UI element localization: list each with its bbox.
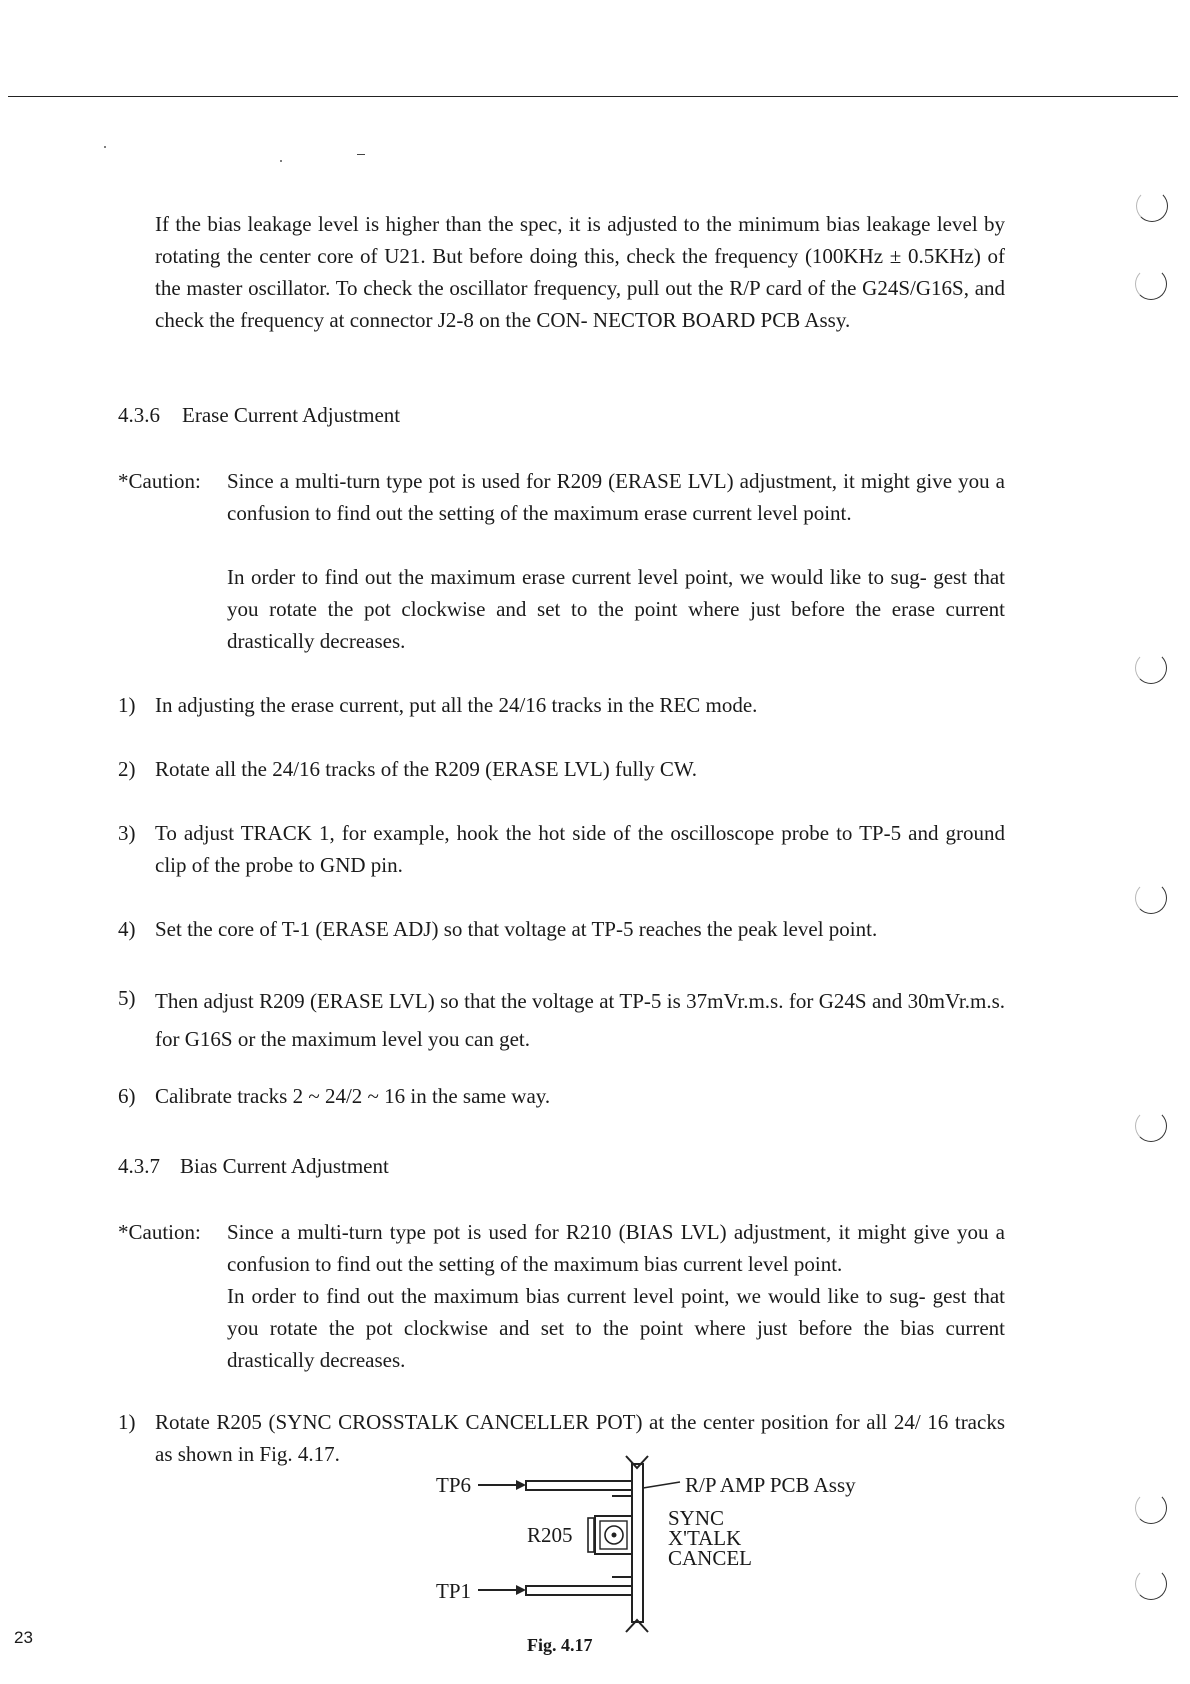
caution-label: *Caution: [118, 469, 201, 493]
page-number: 23 [14, 1628, 33, 1647]
binder-hole-icon [1136, 190, 1168, 222]
tp6-arrowhead [516, 1480, 526, 1490]
step-text: Rotate all the 24/16 tracks of the R209 (ERASE LVL) fully CW. [155, 757, 698, 781]
scan-speck [104, 146, 106, 148]
binder-hole-icon [1135, 882, 1167, 914]
scan-dash [357, 154, 365, 155]
section-heading-4-3-6 [118, 399, 400, 431]
step-text: Calibrate tracks 2 ~ 24/2 ~ 16 in the same way. [155, 1084, 551, 1108]
intro-paragraph: If the bias leakage level is higher than the spec, it is adjusted to the minimum bias leakage level by rotating the center core of U21. But before doing this, check the frequency (100KHz ± 0.5KHz) of the master oscillator. To check the oscillator frequency, pull out the R/P card of the G24S/G16S, and check the frequency at connector J2-8 on the CON- NECTOR BOARD PCB Assy. [155, 212, 1006, 332]
step-text: Then adjust R209 (ERASE LVL) so that the voltage at TP-5 is 37mVr.m.s. for G24S and 30mVr.m.s. for G16S or the maximum level you can get. [155, 989, 1005, 1051]
section-title: Bias Current Adjustment [180, 1154, 389, 1178]
binder-hole-icon [1135, 1110, 1167, 1142]
tp1-label: TP1 [436, 1579, 472, 1603]
step-number: 3) [118, 821, 136, 845]
sync-label: X'TALK [668, 1526, 742, 1550]
step-number: 2) [118, 757, 136, 781]
step-text: Rotate R205 (SYNC CROSSTALK CANCELLER POT) at the center position for all 24/ 16 tracks as shown in Fig. 4.17. [155, 1410, 1005, 1466]
r205-pot-icon [588, 1516, 632, 1554]
section-title: Erase Current Adjustment [182, 403, 401, 427]
sync-label: CANCEL [668, 1546, 752, 1570]
tp1-arrowhead [516, 1585, 526, 1595]
section-number: 4.3.7 [118, 1154, 160, 1178]
step-number: 4) [118, 917, 136, 941]
step-text: To adjust TRACK 1, for example, hook the hot side of the oscilloscope probe to TP-5 and ground clip of the probe to GND pin. [155, 821, 1005, 877]
section-number: 4.3.6 [118, 403, 160, 427]
caution-paragraph: Since a multi-turn type pot is used for R209 (ERASE LVL) adjustment, it might give you a confusion to find out the setting of the maximum erase current level point. [227, 469, 1005, 525]
caution-label: *Caution: [118, 1220, 201, 1244]
tp6-label: TP6 [436, 1473, 472, 1497]
figure-caption: Fig. 4.17 [527, 1635, 593, 1655]
sync-label: SYNC [668, 1506, 725, 1530]
section-heading-4-3-7 [118, 1150, 389, 1182]
tp6-lead [526, 1481, 632, 1490]
binder-hole-icon [1135, 1568, 1167, 1600]
pcb-leader [643, 1482, 680, 1488]
header-rule [8, 96, 1178, 97]
pcb-edge [632, 1464, 643, 1622]
step-number: 1) [118, 1410, 136, 1434]
step-number: 1) [118, 693, 136, 717]
step-text: Set the core of T-1 (ERASE ADJ) so that voltage at TP-5 reaches the peak level point. [155, 917, 878, 941]
tp1-lead [526, 1586, 632, 1595]
r205-label: R205 [527, 1523, 573, 1547]
scan-speck [280, 160, 282, 162]
caution-paragraph: In order to find out the maximum erase current level point, we would like to sug- gest that you rotate the pot clockwise and set to the point where just before the erase current drastically decreases. [227, 565, 1006, 653]
caution-paragraph: In order to find out the maximum bias current level point, we would like to sug- gest that you rotate the pot clockwise and set to the point where just before the bias current drastically decreases. [227, 1284, 1006, 1372]
step-number: 6) [118, 1084, 136, 1108]
step-text: In adjusting the erase current, put all the 24/16 tracks in the REC mode. [155, 693, 758, 717]
step-number: 5) [118, 986, 136, 1010]
binder-hole-icon [1135, 268, 1167, 300]
pcb-label: R/P AMP PCB Assy [685, 1473, 856, 1497]
binder-hole-icon [1135, 652, 1167, 684]
binder-hole-icon [1135, 1492, 1167, 1524]
caution-paragraph: Since a multi-turn type pot is used for R210 (BIAS LVL) adjustment, it might give you a confusion to find out the setting of the maximum bias current level point. [227, 1220, 1005, 1276]
